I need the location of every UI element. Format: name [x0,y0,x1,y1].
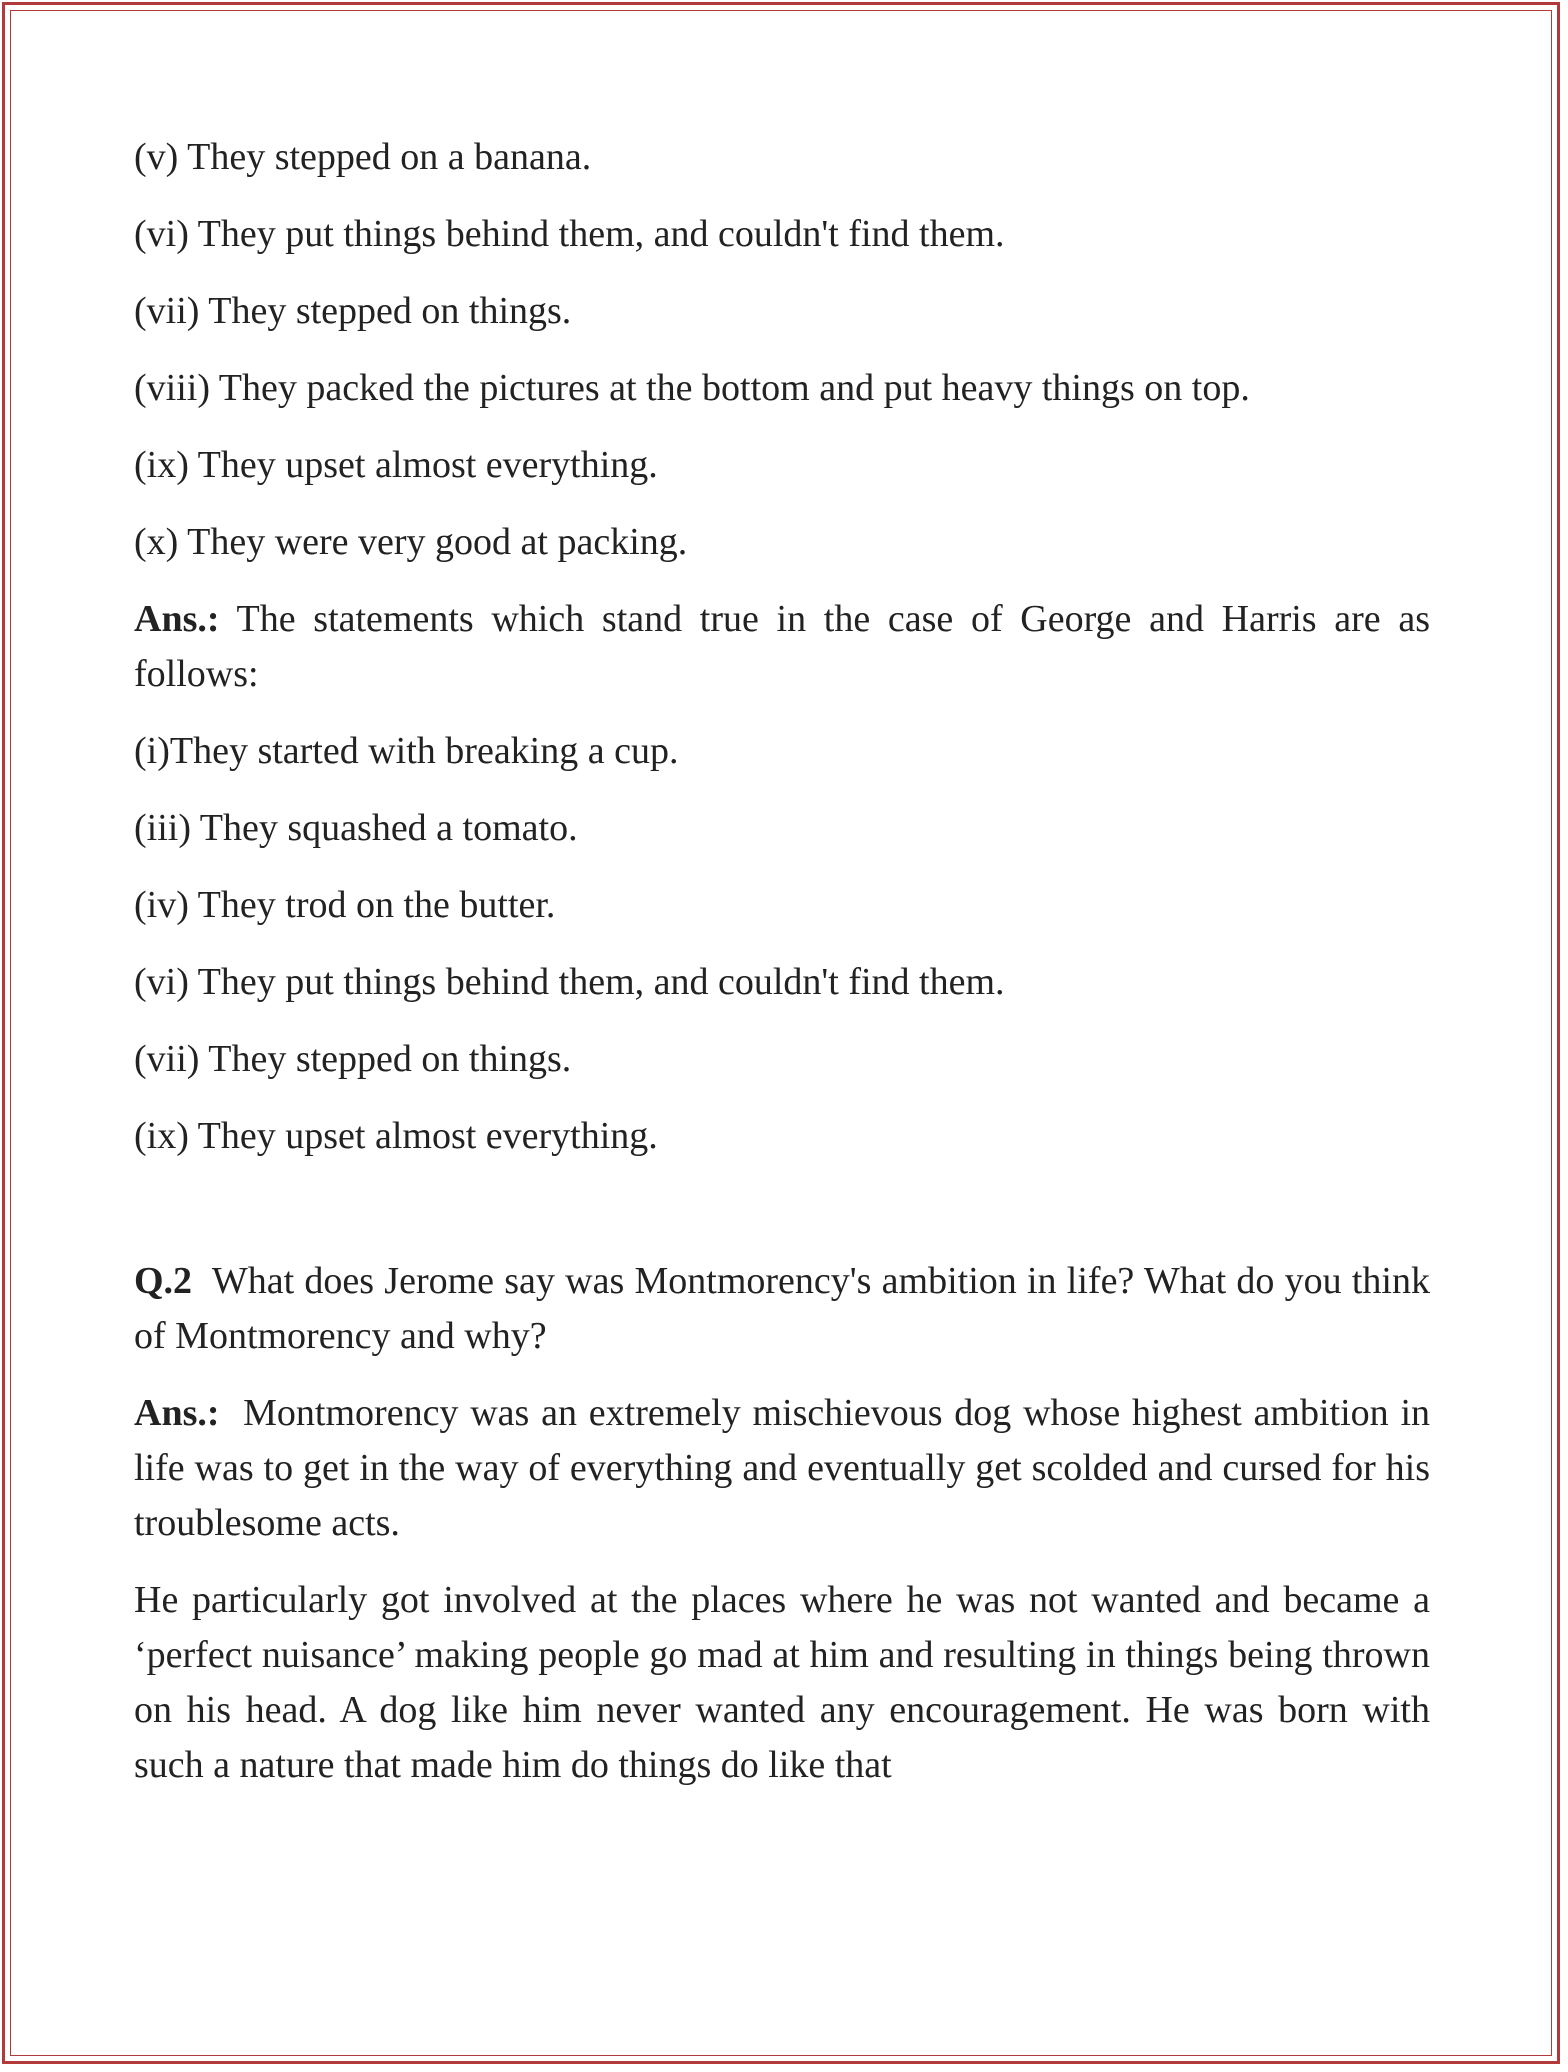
question-text: What does Jerome say was Montmorency's ambition in life? What do you think of Montmorency and why? [134,1260,1430,1357]
answer-list-item: (iv) They trod on the butter. [134,884,556,926]
answer-list-item: (vii) They stepped on things. [134,1038,572,1080]
answer-label: Ans.: [134,598,220,640]
list-item: (viii) They packed the pictures at the bottom and put heavy things on top. [134,367,1250,409]
answer-text: Montmorency was an extremely mischievous dog whose highest ambition in life was to get in the way of everything and eventually get scolded and cursed for his troublesome acts. [134,1392,1431,1544]
answer-label: Ans.: [134,1392,220,1434]
list-item: (ix) They upset almost everything. [134,444,658,486]
answer-list-item: (i)They started with breaking a cup. [134,730,679,772]
answer-list-item: (ix) They upset almost everything. [134,1115,658,1157]
answer-1-paragraph [134,592,1430,702]
question-label: Q.2 [134,1260,193,1302]
answer-text: The statements which stand true in the case of George and Harris are as follows: [134,598,1430,695]
answer-2-paragraph-2: He particularly got involved at the places where he was not wanted and became a ‘perfect nuisance’ making people go mad at him and resulting in things being thrown on his head. A dog like him never wanted any encouragement. He was born with such a nature that made him do things do like that [134,1579,1430,1786]
document-body [134,130,1430,1815]
list-item: (vi) They put things behind them, and couldn't find them. [134,213,1005,255]
question-2-paragraph [134,1254,1430,1364]
answer-list-item: (vi) They put things behind them, and couldn't find them. [134,961,1005,1003]
list-item: (v) They stepped on a banana. [134,136,592,178]
list-item: (vii) They stepped on things. [134,290,572,332]
answer-2-paragraph [134,1386,1430,1551]
answer-list-item: (iii) They squashed a tomato. [134,807,578,849]
section-gap [134,1186,1430,1254]
list-item: (x) They were very good at packing. [134,521,688,563]
